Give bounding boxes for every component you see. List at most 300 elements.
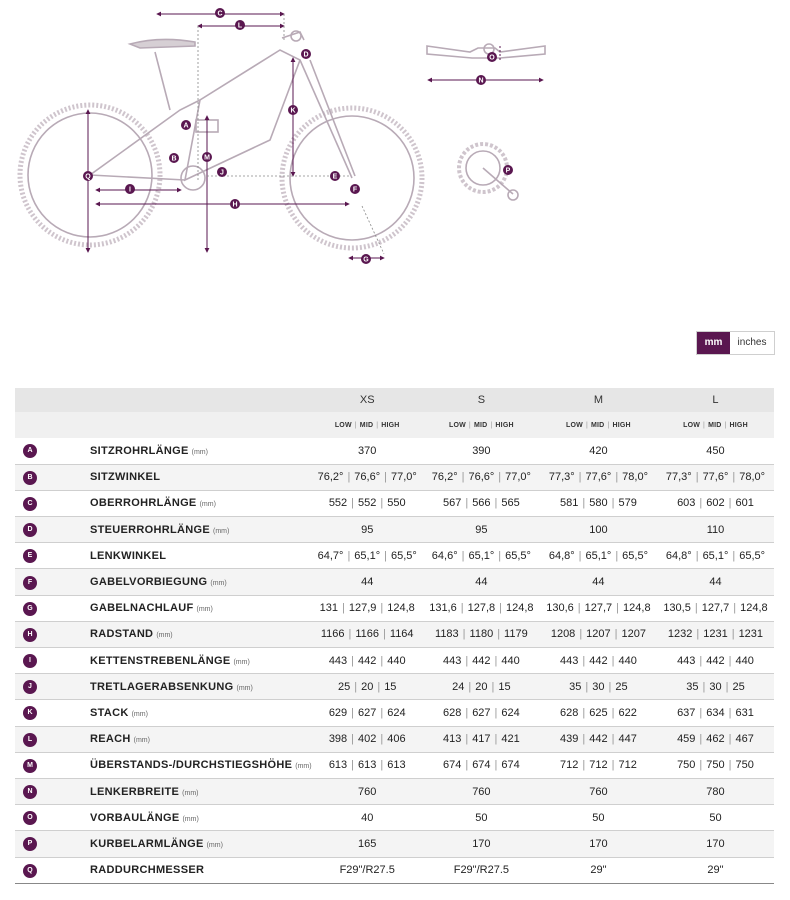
table-row [15,805,774,831]
size-value: 413 [442,733,462,746]
value-separator: | [351,497,355,510]
row-name: GABELNACHLAUF [90,602,194,615]
row-name: STACK [90,706,129,719]
row-name: OBERROHRLÄNGE [90,497,197,510]
size-value-cell [540,621,657,647]
size-value-cell [540,831,657,857]
size-value-cell [657,778,774,804]
size-value: 580 [589,497,608,510]
size-value-cell [423,517,540,543]
size-value-cell [423,543,540,569]
size-value: 750 [735,759,754,772]
size-value-cell [657,438,774,464]
size-value: 624 [501,706,520,719]
size-value-cell [540,517,657,543]
size-value: 77,6° [702,471,729,484]
value-separator: | [465,733,469,746]
value-separator: | [354,680,358,693]
row-unit: (mm) [133,737,150,745]
size-value: 552 [328,497,348,510]
size-value: 20 [361,680,374,693]
size-value: 421 [501,733,520,746]
size-value-cell [312,674,423,700]
row-letter-badge: I [23,654,37,668]
size-value: 760 [472,785,491,798]
svg-text:O: O [489,54,495,62]
svg-text:M: M [204,154,210,162]
size-value: 64,8° [665,549,692,562]
size-value: 631 [735,706,754,719]
size-value-cell [540,569,657,595]
size-value: 450 [706,444,725,457]
table-row [15,831,774,857]
size-value-cell [423,648,540,674]
size-value: 95 [475,523,488,536]
size-value: 417 [472,733,491,746]
size-value: 127,7 [701,602,730,615]
table-row [15,543,774,569]
value-separator: | [494,654,498,667]
value-separator: | [699,759,703,772]
size-value: 64,6° [431,549,458,562]
size-value: 629 [328,706,348,719]
value-separator: | [611,654,615,667]
value-separator: | [499,602,502,615]
size-value: 581 [560,497,579,510]
row-name: SITZWINKEL [90,471,161,484]
size-value: 780 [706,785,725,798]
size-value: 64,8° [548,549,575,562]
size-value: 459 [677,733,696,746]
size-value-cell [657,490,774,516]
size-value: 65,5° [622,549,648,562]
table-row [15,490,774,516]
size-value: 674 [501,759,520,772]
unit-toggle [696,331,775,355]
table-row [15,752,774,778]
value-separator: | [494,706,498,719]
row-letter-badge: D [23,523,37,537]
value-separator: | [728,497,732,510]
size-value: 613 [358,759,377,772]
table-row [15,648,774,674]
diagram-marker-q [83,171,93,181]
size-value: 443 [442,654,462,667]
value-separator: | [699,654,703,667]
size-value: 1164 [389,628,414,641]
value-separator: | [578,471,582,484]
size-value: 131,6 [429,602,457,615]
value-separator: | [582,733,586,746]
diagram-marker-l [235,20,245,30]
row-name: TRETLAGERABSENKUNG [90,680,234,693]
size-value: 1180 [469,628,494,641]
size-value: 443 [677,654,696,667]
value-separator: | [465,654,469,667]
value-separator: | [578,549,582,562]
svg-text:K: K [290,107,296,115]
row-name: LENKWINKEL [90,549,167,562]
value-separator: | [342,602,345,615]
size-value: 50 [592,811,605,824]
value-separator: | [351,654,355,667]
size-value: 440 [618,654,637,667]
size-value-cell [540,700,657,726]
size-value: 712 [618,759,637,772]
value-separator: | [699,733,703,746]
size-value-cell [657,517,774,543]
svg-text:J: J [220,169,224,177]
size-value: 77,0° [505,471,531,484]
size-value: 440 [387,654,406,667]
svg-text:B: B [171,155,177,163]
value-separator: | [460,602,464,615]
value-separator: | [728,654,732,667]
unit-inches-button[interactable]: inches [737,337,767,348]
size-value-cell [423,805,540,831]
size-value: 420 [589,444,608,457]
row-letter-badge: J [23,680,37,694]
value-separator: | [611,759,615,772]
size-value: 603 [677,497,696,510]
svg-text:P: P [505,167,511,175]
diagram-marker-f [350,184,360,194]
size-value: 35 [569,680,582,693]
value-separator: | [384,471,387,484]
row-name: ÜBERSTANDS-/DURCHSTIEGSHÖHE [90,759,293,772]
row-letter-badge: N [23,785,37,799]
value-separator: | [461,549,465,562]
value-separator: | [380,759,384,772]
size-value-cell [657,464,774,490]
size-value-cell [657,857,774,883]
value-separator: | [695,471,699,484]
size-value: 127,9 [348,602,377,615]
size-value: 442 [589,733,608,746]
size-value: 1231 [703,628,728,641]
svg-text:I: I [129,186,131,194]
svg-text:L: L [237,22,243,30]
size-value: 442 [358,654,377,667]
size-value: 44 [361,576,374,589]
size-value: 131 [319,602,338,615]
value-separator: | [494,759,498,772]
value-separator: | [611,733,615,746]
size-value: 127,7 [584,602,613,615]
size-value-cell [312,857,423,883]
row-name: SITZROHRLÄNGE [90,444,189,457]
size-header-s: S [477,394,486,406]
value-separator: | [351,759,355,772]
row-letter-badge: E [23,549,37,563]
row-name: RADDURCHMESSER [90,864,205,877]
value-separator: | [380,706,384,719]
diagram-marker-e [330,171,340,181]
value-separator: | [494,733,498,746]
table-row [15,778,774,804]
row-unit: (mm) [182,815,199,823]
size-value-cell [312,805,423,831]
value-separator: | [695,549,699,562]
value-separator: | [491,680,495,693]
size-value: 550 [387,497,406,510]
size-value-cell [657,805,774,831]
svg-text:C: C [217,10,223,18]
value-separator: | [462,628,466,641]
size-value: 76,6° [468,471,495,484]
value-separator: | [383,628,386,641]
size-value: F29"/R27.5 [453,864,509,877]
size-value: 44 [475,576,488,589]
row-name: RADSTAND [90,628,154,641]
value-separator: | [699,706,703,719]
size-value-cell [540,752,657,778]
size-value: 15 [384,680,397,693]
size-value: 44 [592,576,605,589]
size-value: 406 [387,733,406,746]
row-unit: (mm) [156,632,173,640]
size-value-cell [423,621,540,647]
table-row [15,595,774,621]
value-separator: | [582,497,586,510]
diagram-marker-h [230,199,240,209]
size-value-cell [540,805,657,831]
row-unit: (mm) [131,710,148,718]
size-value: 1208 [550,628,576,641]
size-value: 442 [706,654,725,667]
size-value-cell [312,569,423,595]
row-unit: (mm) [213,527,230,535]
value-separator: | [465,759,469,772]
size-value-cell [657,752,774,778]
size-value: 124,8 [623,602,651,615]
value-separator: | [615,549,619,562]
value-separator: | [615,471,619,484]
size-value-cell [540,778,657,804]
size-value: 579 [618,497,637,510]
size-value: 1232 [667,628,693,641]
size-header-row [15,388,774,412]
size-value-cell [312,438,423,464]
size-value: 110 [706,523,725,536]
size-value: 50 [475,811,488,824]
size-value-cell [540,543,657,569]
row-name: LENKERBREITE [90,785,180,798]
size-value: 613 [387,759,406,772]
size-value: 602 [706,497,725,510]
value-separator: | [577,602,581,615]
size-value: 15 [498,680,511,693]
geometry-table [15,388,774,884]
size-value: 65,5° [390,549,417,562]
size-value: 566 [472,497,491,510]
row-unit: (mm) [199,501,216,509]
size-value: 170 [472,837,491,850]
size-value: 634 [706,706,725,719]
value-separator: | [465,497,469,510]
size-value: 64,7° [317,549,344,562]
size-value: 567 [442,497,462,510]
value-separator: | [380,733,384,746]
row-letter-badge: F [23,576,37,590]
row-letter-badge: O [23,811,37,825]
size-value: 78,0° [739,471,766,484]
size-value: 29" [707,864,724,877]
value-separator: | [347,471,351,484]
size-value: 674 [442,759,462,772]
size-value-cell [312,621,423,647]
size-value: 565 [501,497,520,510]
size-value: 628 [442,706,462,719]
value-separator: | [461,471,465,484]
size-value-cell [657,831,774,857]
size-value-cell [540,438,657,464]
table-row [15,438,774,464]
size-value: 30 [592,680,605,693]
diagram-marker-j [217,167,227,177]
value-separator: | [498,549,502,562]
diagram-marker-i [125,184,135,194]
value-separator: | [699,497,703,510]
svg-text:A: A [183,122,189,130]
size-value: 674 [472,759,491,772]
row-letter-badge: Q [23,864,37,878]
table-row [15,569,774,595]
size-value-cell [312,490,423,516]
value-separator: | [494,497,498,510]
size-value: 712 [560,759,579,772]
row-name: REACH [90,733,131,746]
size-value: 30 [709,680,722,693]
value-separator: | [696,628,700,641]
size-value: 622 [618,706,637,719]
row-letter-badge: M [23,759,37,773]
size-value: 467 [735,733,754,746]
size-value-cell [423,438,540,464]
size-value: 1179 [504,628,528,641]
diagram-marker-p [503,165,513,175]
size-value-cell [312,464,423,490]
row-unit: (mm) [236,684,253,692]
diagram-marker-o [487,52,497,62]
size-value: 1207 [586,628,611,641]
size-value-cell [423,569,540,595]
svg-text:Q: Q [85,173,91,181]
value-separator: | [725,680,729,693]
size-value: 100 [589,523,608,536]
table-row [15,726,774,752]
svg-text:G: G [363,256,369,264]
size-value-cell [312,543,423,569]
size-value-cell [423,778,540,804]
size-value: 127,8 [467,602,496,615]
size-value: 760 [358,785,377,798]
size-value: 165 [358,837,377,850]
value-separator: | [702,680,706,693]
bike-geometry-diagram [0,0,790,300]
size-value: 1183 [435,628,459,641]
value-separator: | [347,549,351,562]
value-separator: | [351,706,355,719]
size-value: 25 [337,680,351,693]
size-value: 439 [560,733,579,746]
size-value: 24 [452,680,465,693]
value-separator: | [582,654,586,667]
size-value: 130,5 [663,602,691,615]
row-letter-badge: A [23,444,37,458]
table-row [15,857,774,883]
row-unit: (mm) [206,841,223,849]
size-value: F29"/R27.5 [339,864,395,877]
size-value-cell [423,464,540,490]
value-separator: | [384,549,387,562]
size-value: 442 [589,654,608,667]
diagram-marker-b [169,153,179,163]
diagram-marker-a [181,120,191,130]
size-value: 624 [387,706,406,719]
row-name: VORBAULÄNGE [90,811,180,824]
unit-mm-button[interactable]: mm [697,332,730,354]
svg-text:D: D [303,51,309,59]
size-value-cell [657,726,774,752]
value-separator: | [579,628,583,641]
size-value: 628 [560,706,579,719]
value-separator: | [732,549,736,562]
size-value-cell [312,752,423,778]
size-value: 78,0° [622,471,648,484]
size-value: 447 [618,733,637,746]
size-value: 170 [706,837,725,850]
size-value-cell [312,517,423,543]
size-value: 625 [589,706,608,719]
size-value: 35 [686,680,699,693]
position-labels: LOW | MID | HIGH [334,421,400,429]
row-unit: (mm) [196,606,213,614]
size-value: 76,6° [354,471,381,484]
size-value-cell [657,648,774,674]
value-separator: | [348,628,352,641]
size-value: 712 [589,759,608,772]
size-value: 124,8 [387,602,415,615]
size-value-cell [312,648,423,674]
value-separator: | [380,497,384,510]
size-value-cell [423,752,540,778]
table-row [15,464,774,490]
svg-text:E: E [332,173,338,181]
size-value: 130,6 [546,602,574,615]
value-separator: | [465,706,469,719]
value-separator: | [582,759,586,772]
size-value-cell [657,674,774,700]
size-value: 20 [475,680,488,693]
position-labels: LOW | MID | HIGH [448,421,514,429]
size-value: 601 [735,497,754,510]
value-separator: | [694,602,698,615]
table-row [15,674,774,700]
size-value: 440 [735,654,754,667]
size-value-cell [657,621,774,647]
row-letter-badge: K [23,706,37,720]
size-value: 627 [358,706,377,719]
diagram-marker-d [301,49,311,59]
size-value-cell [540,595,657,621]
value-separator: | [616,602,620,615]
size-value-cell [540,490,657,516]
size-value: 50 [709,811,722,824]
row-name: GABELVORBIEGUNG [90,576,208,589]
row-letter-badge: P [23,837,37,851]
size-value: 44 [709,576,722,589]
